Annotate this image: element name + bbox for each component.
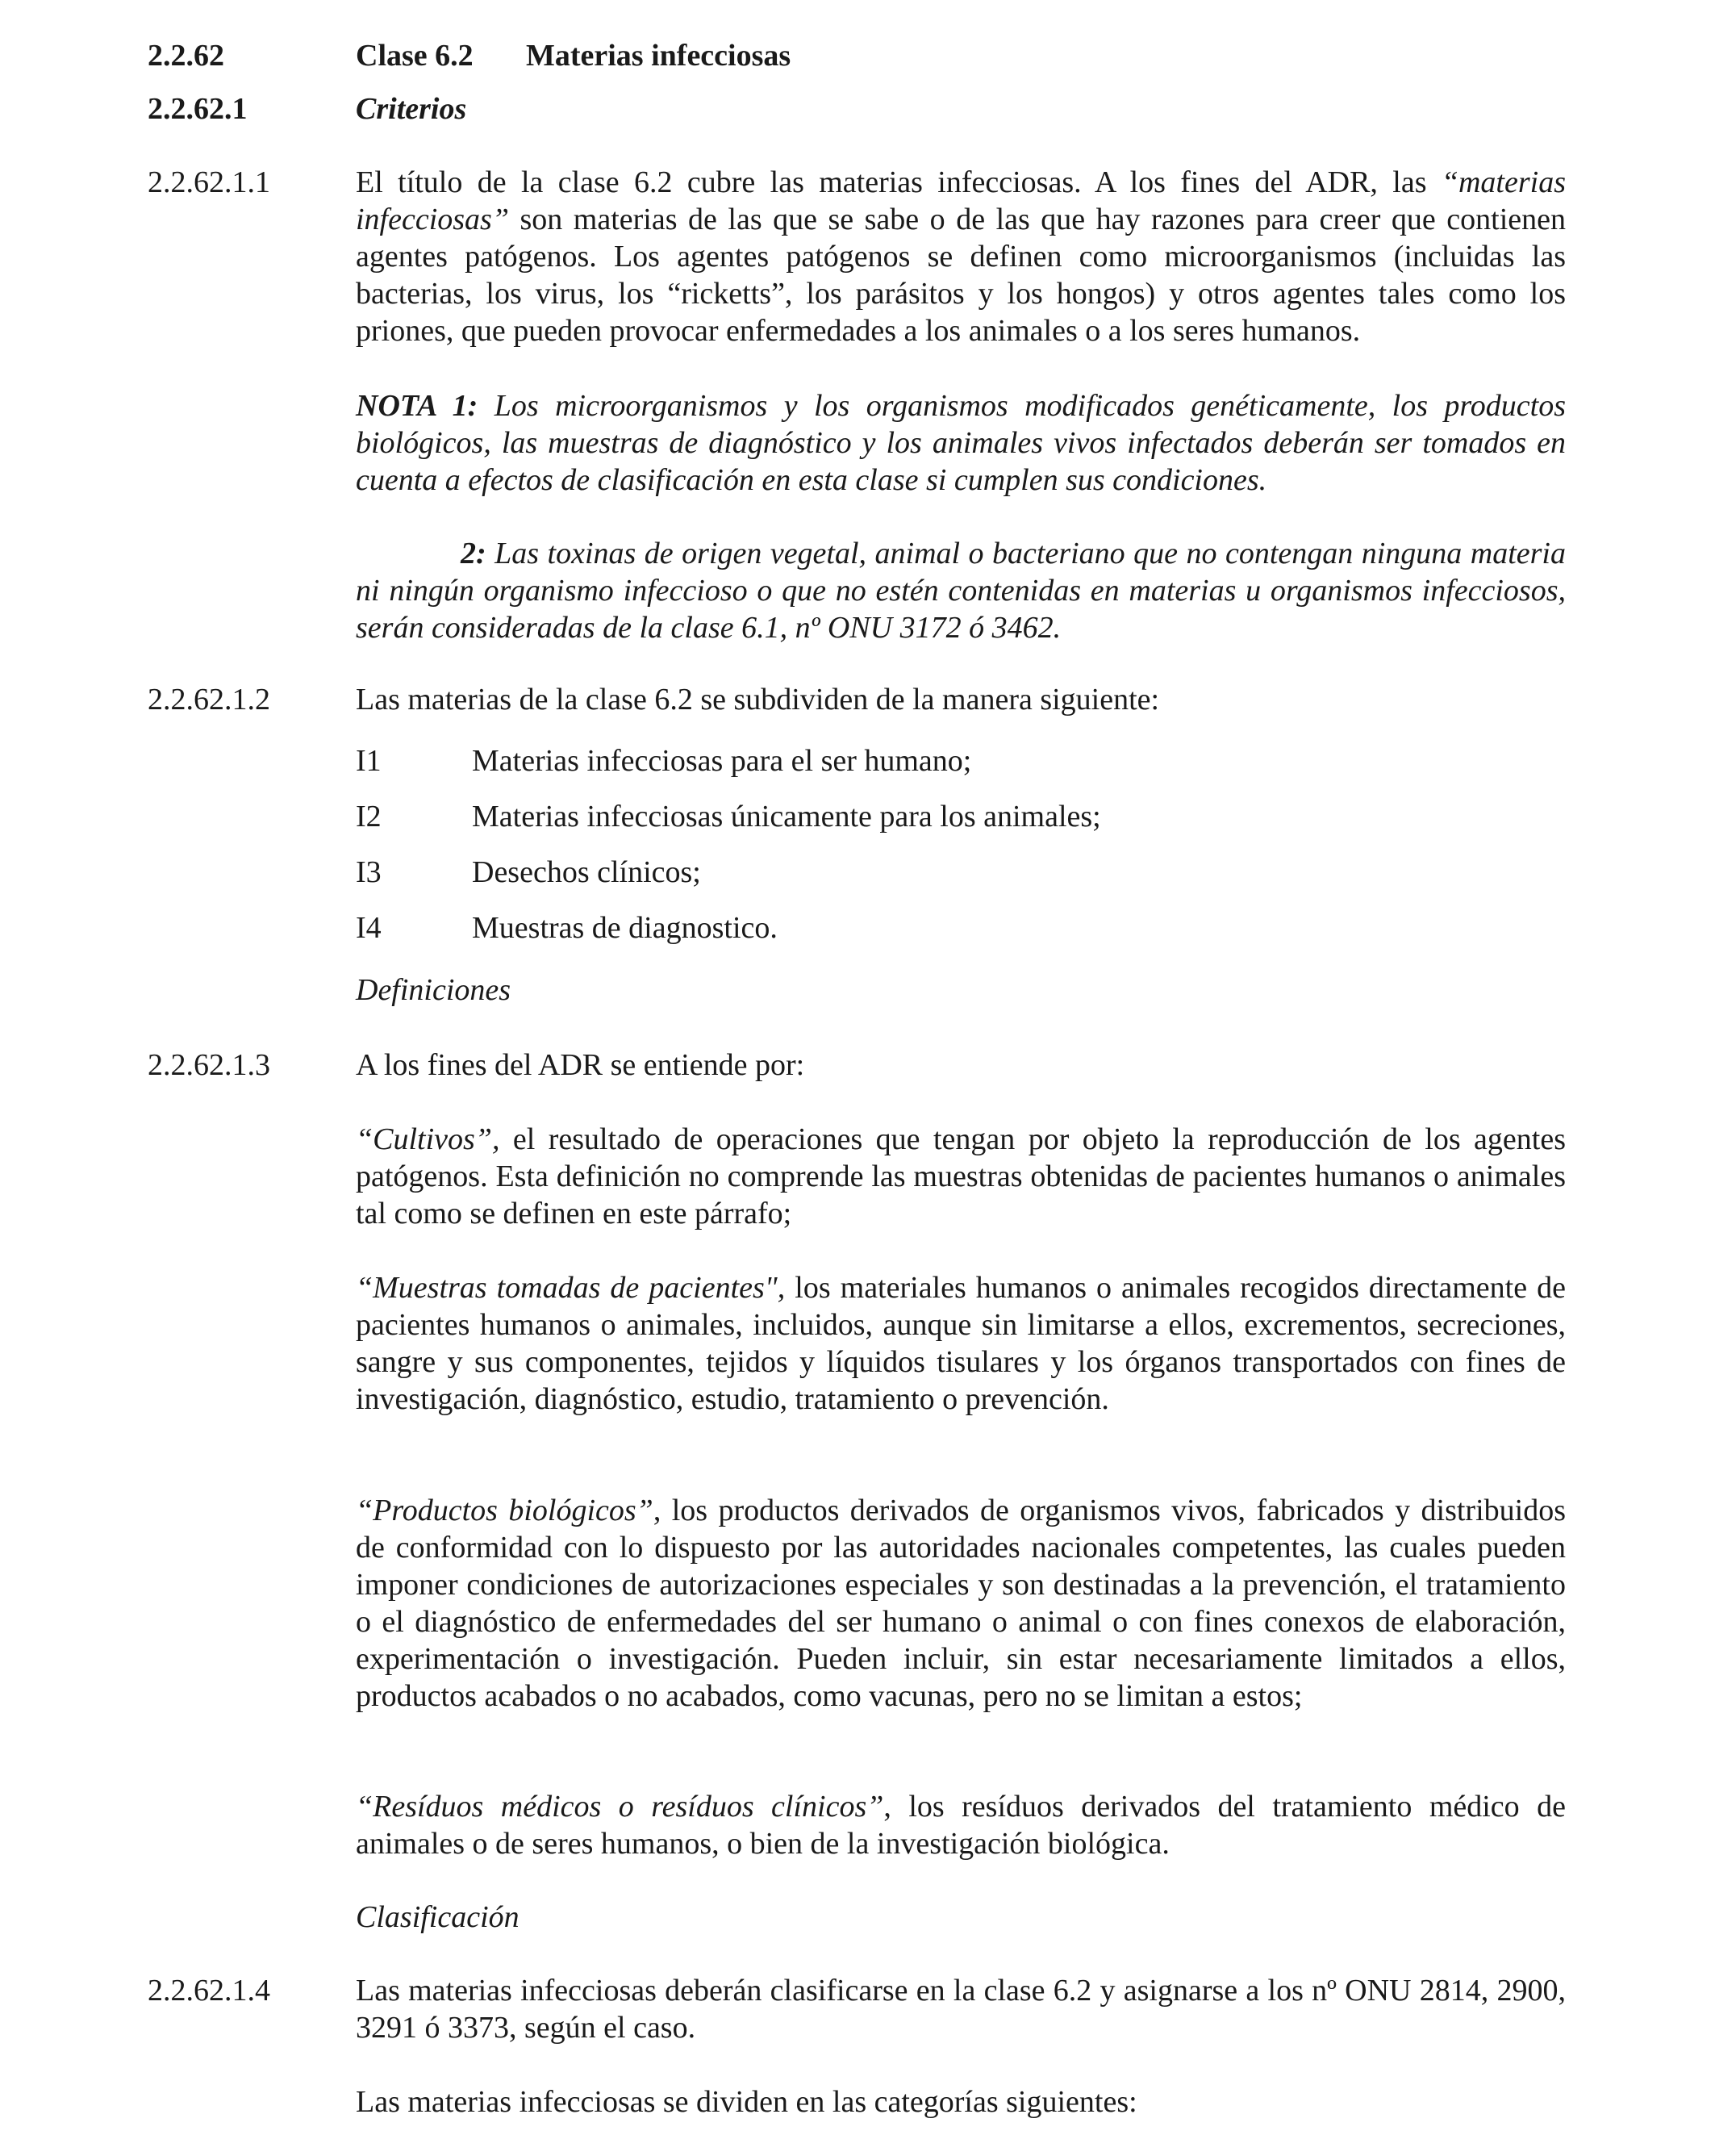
note-label: NOTA 1:: [356, 389, 478, 423]
list-item-text: Materias infecciosas para el ser humano;: [472, 744, 972, 778]
definition-text: el resultado de operaciones que tengan por objeto la reproducción de los agentes patógenos. Esta definición no comprende las muestras obtenidas de pacientes humanos o animales tal como se definen en este párrafo;: [356, 1122, 1566, 1231]
paragraph-number: 2.2.62.1.1: [148, 165, 270, 199]
section-title: Materias infecciosas: [526, 39, 791, 73]
paragraph-number: 2.2.62.1.3: [148, 1048, 270, 1082]
list-item-code: I2: [356, 800, 382, 834]
subheading-clasificacion: Clasificación: [356, 1900, 520, 1934]
paragraph-text: Las materias infecciosas deberán clasificarse en la clase 6.2 y asignarse a los nº ONU 2814, 2900, 3291 ó 3373, según el caso.: [356, 1974, 1566, 2045]
list-item-code: I1: [356, 744, 382, 778]
paragraph-number: 2.2.62.1.2: [148, 683, 270, 717]
subsection-title: Criterios: [356, 92, 467, 126]
defined-term: “Cultivos”,: [356, 1122, 500, 1156]
definition-text: los materiales humanos o animales recogidos directamente de pacientes humanos o animales, incluidos, aunque sin limitarse a ellos, excrementos, secreciones, sangre y sus componentes, tejidos y líquidos tisulares y los órganos transportados con fines de investigación, diagnóstico, estudio, tratamiento o prevención.: [356, 1271, 1566, 1416]
definition-text: , los productos derivados de organismos vivos, fabricados y distribuidos de conformidad con lo dispuesto por las autoridades nacionales competentes, las cuales pueden imponer condiciones de autorizaciones especiales y son destinadas a la prevención, el tratamiento o el diagnóstico de enfermedades del ser humano o animal o con fines conexos de elaboración, experimentación o investigación. Pueden incluir, sin estar necesariamente limitados a ellos, productos acabados o no acabados, como vacunas, pero no se limitan a estos;: [356, 1494, 1566, 1713]
subheading-definiciones: Definiciones: [356, 973, 511, 1007]
list-item-text: Desechos clínicos;: [472, 855, 701, 889]
paragraph-text: El título de la clase 6.2 cubre las materias infecciosas. A los fines del ADR, las: [356, 165, 1442, 199]
list-item-text: Materias infecciosas únicamente para los animales;: [472, 800, 1101, 834]
note-text: Las toxinas de origen vegetal, animal o bacteriano que no contengan ninguna materia ni ningún organismo infeccioso o que no estén contenidas en materias u organismos infecciosos, serán consideradas de la clase 6.1, nº ONU 3172 ó 3462.: [356, 537, 1566, 645]
note-1: [356, 387, 1566, 499]
list-item-text: Muestras de diagnostico.: [472, 911, 778, 945]
note-2: [356, 535, 1566, 646]
definition-muestras: [356, 1269, 1566, 1418]
section-number: 2.2.62: [148, 39, 224, 73]
list-item-code: I3: [356, 855, 382, 889]
class-label: Clase 6.2: [356, 39, 474, 73]
paragraph-number: 2.2.62.1.4: [148, 1974, 270, 2008]
paragraph-criterios: [356, 164, 1566, 349]
definition-cultivos: [356, 1121, 1566, 1232]
definition-residuos: [356, 1788, 1566, 1862]
definition-text: , los resíduos derivados del tratamiento médico de animales o de seres humanos, o bien de la investigación biológica.: [356, 1790, 1566, 1861]
defined-term: “Resíduos médicos o resíduos clínicos”: [356, 1790, 884, 1824]
paragraph-text: Las materias infecciosas se dividen en las categorías siguientes:: [356, 2085, 1137, 2119]
subsection-number: 2.2.62.1: [148, 92, 248, 126]
paragraph-text: son materias de las que se sabe o de las que hay razones para creer que contienen agentes patógenos. Los agentes patógenos se definen como microorganismos (incluidas las bacterias, los virus, los “ricketts”, los parásitos y los hongos) y otros agentes tales como los priones, que pueden provocar enfermedades a los animales o a los seres humanos.: [356, 203, 1566, 348]
note-text: Los microorganismos y los organismos modificados genéticamente, los productos biológicos, las muestras de diagnóstico y los animales vivos infectados deberán ser tomados en cuenta a efectos de clasificación en esta clase si cumplen sus condiciones.: [356, 389, 1567, 497]
defined-term: “materias infecciosas”: [356, 165, 1566, 236]
defined-term: “Productos biológicos”: [356, 1494, 653, 1527]
definition-productos-biologicos: [356, 1492, 1566, 1715]
paragraph-text: Las materias de la clase 6.2 se subdividen de la manera siguiente:: [356, 683, 1160, 717]
list-item-code: I4: [356, 911, 382, 945]
paragraph-text: A los fines del ADR se entiende por:: [356, 1048, 805, 1082]
defined-term: “Muestras tomadas de pacientes",: [356, 1271, 786, 1305]
note-label: 2:: [461, 537, 486, 570]
